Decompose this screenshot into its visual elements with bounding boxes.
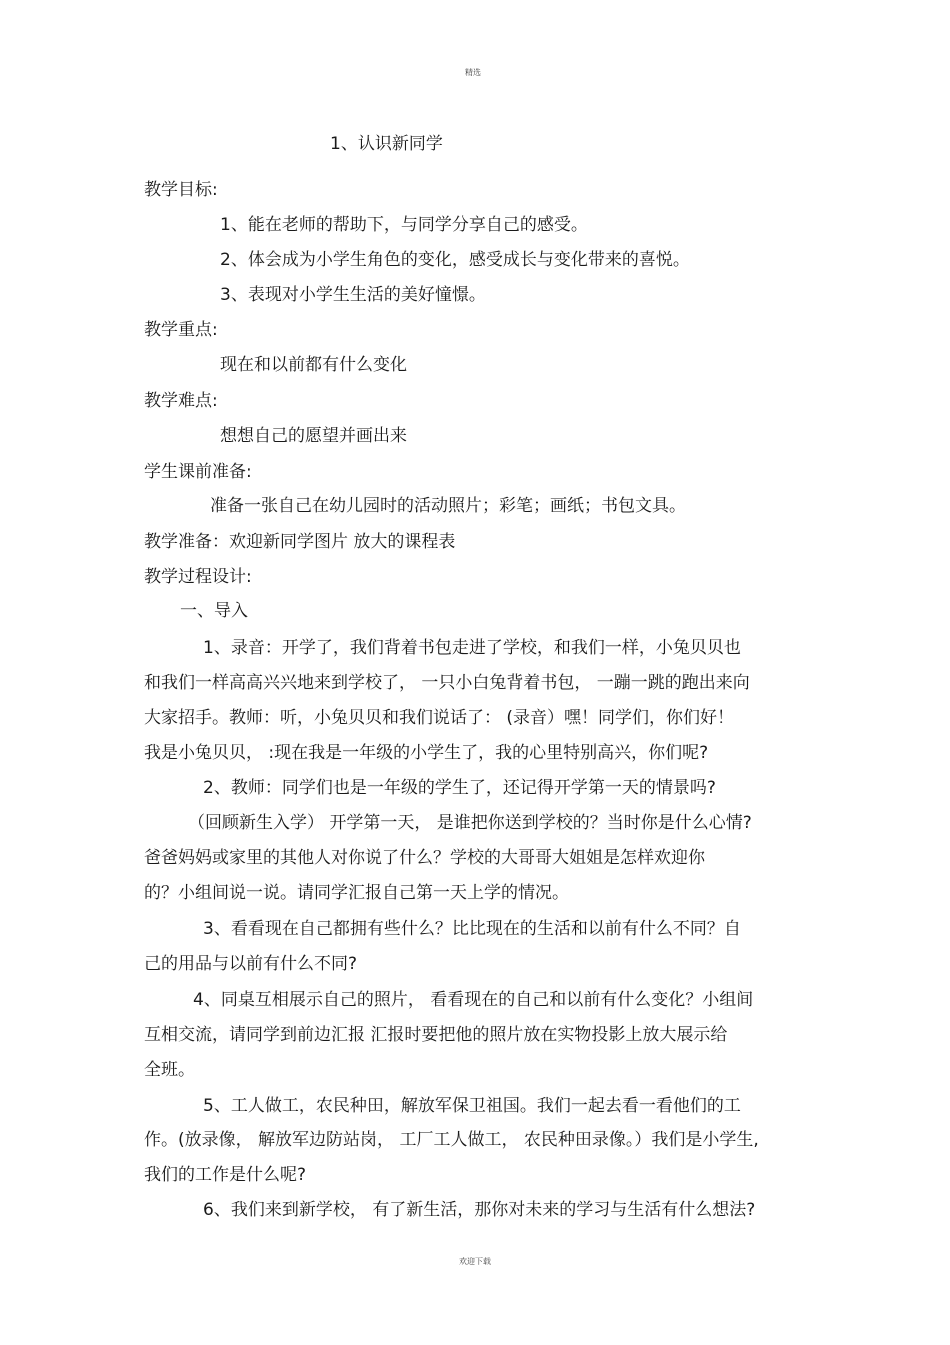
page-header: 精选 [465,68,481,77]
teacher-preparation: 教学准备：欢迎新同学图片 放大的课程表 [144,532,456,552]
body-line: 1、录音：开学了，我们背着书包走进了学校，和我们一样，小兔贝贝也 [203,638,741,658]
body-line: 3、看看现在自己都拥有些什么？比比现在的生活和以前有什么不同？自 [203,919,741,939]
body-line: 4、同桌互相展示自己的照片， 看看现在的自己和以前有什么变化？小组间 [193,990,754,1010]
preparation-text: 准备一张自己在幼儿园时的活动照片；彩笔；画纸；书包文具。 [210,496,686,516]
page-footer: 欢迎下载 [459,1257,491,1266]
body-line: 5、工人做工，农民种田，解放军保卫祖国。我们一起去看一看他们的工 [203,1096,741,1116]
body-line: 6、我们来到新学校， 有了新生活，那你对未来的学习与生活有什么想法? [203,1200,756,1220]
body-line: （回顾新生入学） 开学第一天， 是谁把你送到学校的？当时你是什么心情? [188,813,752,833]
body-line: 全班。 [144,1060,195,1080]
section-heading: 教学重点: [144,320,218,340]
body-line: 爸爸妈妈或家里的其他人对你说了什么？学校的大哥哥大姐姐是怎样欢迎你 [144,848,705,868]
body-line: 己的用品与以前有什么不同? [144,954,358,974]
goal-item: 1、能在老师的帮助下，与同学分享自己的感受。 [220,215,588,235]
section-heading: 教学难点: [144,391,218,411]
goal-item: 2、体会成为小学生角色的变化，感受成长与变化带来的喜悦。 [220,250,690,270]
subsection-heading: 一、导入 [180,601,248,621]
section-heading: 教学过程设计: [144,567,252,587]
section-heading: 教学目标: [144,180,218,200]
section-heading: 学生课前准备: [144,462,252,482]
difficulty-text: 想想自己的愿望并画出来 [220,426,407,446]
body-line: 和我们一样高高兴兴地来到学校了， 一只小白兔背着书包， 一蹦一跳的跑出来向 [144,673,750,693]
body-line: 互相交流，请同学到前边汇报 汇报时要把他的照片放在实物投影上放大展示给 [144,1025,728,1045]
body-line: 的？小组间说一说。请同学汇报自己第一天上学的情况。 [144,883,569,903]
body-line: 2、教师：同学们也是一年级的学生了，还记得开学第一天的情景吗? [203,778,716,798]
body-line: 作。(放录像， 解放军边防站岗， 工厂工人做工， 农民种田录像。）我们是小学生, [144,1130,759,1150]
key-point-text: 现在和以前都有什么变化 [220,355,407,375]
body-line: 我是小兔贝贝， :现在我是一年级的小学生了，我的心里特别高兴，你们呢? [144,743,709,763]
goal-item: 3、表现对小学生生活的美好憧憬。 [220,285,486,305]
body-line: 我们的工作是什么呢? [144,1165,307,1185]
body-line: 大家招手。教师：听，小兔贝贝和我们说话了： (录音）嘿！同学们，你们好！ [144,708,735,728]
document-title: 1、认识新同学 [330,134,443,154]
